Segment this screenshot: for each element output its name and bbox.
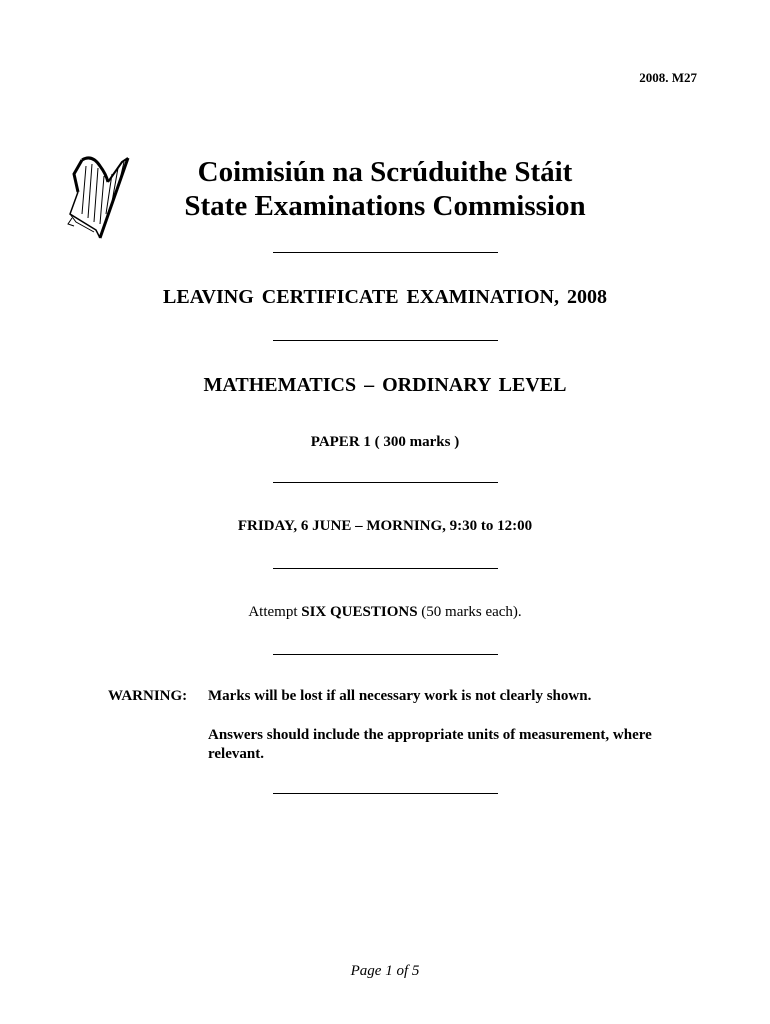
divider	[273, 252, 498, 253]
warning-label: WARNING:	[108, 688, 188, 704]
attempt-prefix: Attempt	[248, 604, 302, 620]
harp-icon	[62, 152, 140, 242]
organisation-irish-name: Coimisiún na Scrúduithe Stáit	[197, 156, 573, 188]
divider	[273, 654, 498, 655]
attempt-instruction	[0, 604, 770, 621]
divider	[273, 568, 498, 569]
page-number: Page 1 of 5	[350, 963, 420, 979]
attempt-emphasis: SIX QUESTIONS	[301, 604, 418, 620]
attempt-suffix: (50 marks each).	[417, 604, 522, 620]
divider	[273, 793, 498, 794]
exam-date: FRIDAY, 6 JUNE – MORNING, 9:30 to 12:00	[237, 518, 533, 534]
organisation-english-name: State Examinations Commission	[184, 190, 586, 222]
divider	[273, 482, 498, 483]
divider	[273, 340, 498, 341]
exam-code: 2008. M27	[639, 70, 697, 85]
units-note: Answers should include the appropriate units of measurement, where relevant.	[208, 727, 652, 762]
exam-paper: PAPER 1 ( 300 marks )	[310, 434, 460, 450]
warning-text: Marks will be lost if all necessary work is not clearly shown.	[208, 688, 592, 704]
exam-title: LEAVING CERTIFICATE EXAMINATION, 2008	[163, 286, 607, 308]
exam-subject: MATHEMATICS – ORDINARY LEVEL	[203, 374, 567, 396]
